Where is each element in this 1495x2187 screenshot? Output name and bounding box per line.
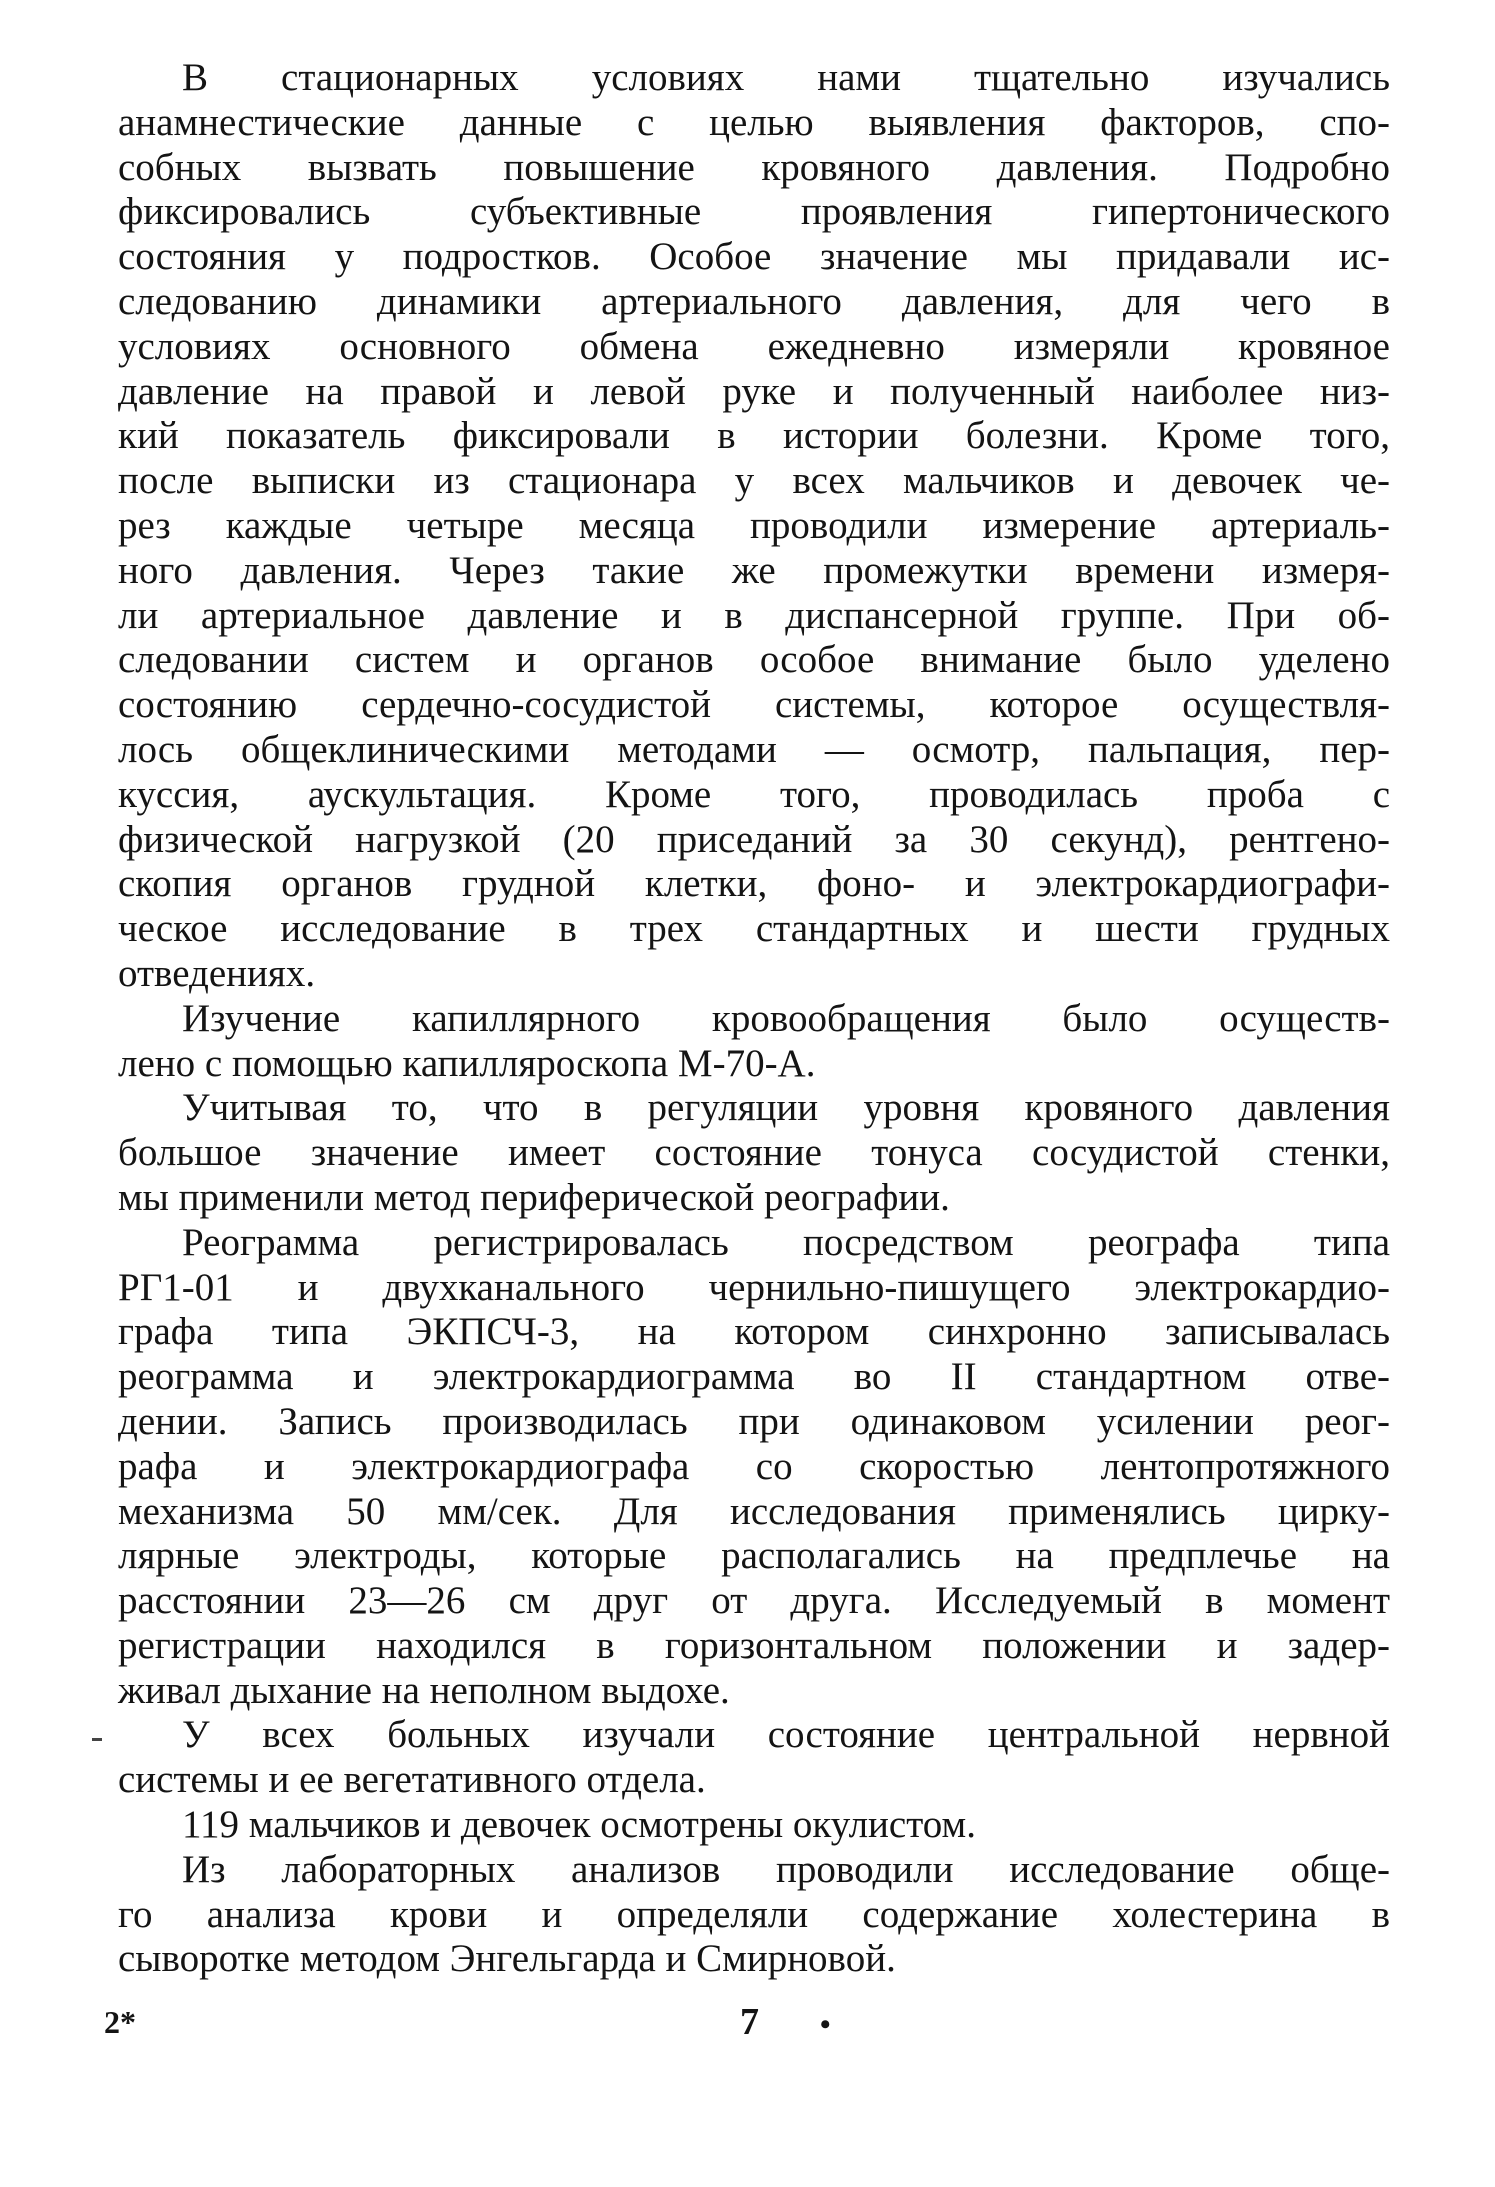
text-line: мы применили метод периферической реографии. [118, 1175, 950, 1219]
text-line: сыворотке методом Энгельгарда и Смирновой. [118, 1937, 896, 1981]
text-line: ного давления. Через такие же промежутки времени измеря- [118, 548, 1390, 592]
text-line: состоянию сердечно-сосудистой системы, которое осуществля- [118, 683, 1390, 727]
text-line: системы и ее вегетативного отдела. [118, 1758, 706, 1802]
paragraph [118, 1848, 1390, 1982]
text-line: лено с помощью капилляроскопа М-70-А. [118, 1041, 816, 1085]
text-line: регистрации находился в горизонтальном положении и задер- [118, 1623, 1390, 1667]
print-speck [92, 1738, 102, 1741]
text-line: собных вызвать повышение кровяного давления. Подробно [118, 145, 1390, 189]
paragraph [118, 1803, 1390, 1848]
text-line: ли артериальное давление и в диспансерной группе. При об- [118, 593, 1390, 637]
paragraph [118, 56, 1390, 997]
text-line: анамнестические данные с целью выявления факторов, спо- [118, 100, 1390, 144]
text-line: лярные электроды, которые располагались на предплечье на [118, 1534, 1390, 1578]
text-line: Учитывая то, что в регуляции уровня кровяного давления [182, 1086, 1390, 1130]
text-line: следованию динамики артериального давления, для чего в [118, 279, 1390, 323]
text-line: состояния у подростков. Особое значение мы придавали ис- [118, 235, 1390, 279]
text-line: дении. Запись производилась при одинаковом усилении реог- [118, 1399, 1390, 1443]
text-line: ческое исследование в трех стандартных и шести грудных [118, 907, 1390, 951]
text-line: У всех больных изучали состояние центральной нервной [182, 1713, 1390, 1757]
text-line: го анализа крови и определяли содержание холестерина в [118, 1892, 1390, 1936]
signature-mark: 2* [104, 2004, 136, 2040]
text-line: физической нагрузкой (20 приседаний за 30 секунд), рентгено- [118, 817, 1390, 861]
text-line: кий показатель фиксировали в истории болезни. Кроме того, [118, 414, 1390, 458]
text-line: куссия, аускультация. Кроме того, проводилась проба с [118, 772, 1390, 816]
text-line: механизма 50 мм/сек. Для исследования применялись цирку- [118, 1489, 1390, 1533]
text-line: рез каждые четыре месяца проводили измерение артериаль- [118, 503, 1390, 547]
text-line: большое значение имеет состояние тонуса сосудистой стенки, [118, 1131, 1390, 1175]
text-line: условиях основного обмена ежедневно измеряли кровяное [118, 324, 1390, 368]
text-line: давление на правой и левой руке и полученный наиболее низ- [118, 369, 1390, 413]
text-line: скопия органов грудной клетки, фоно- и электрокардиографи- [118, 862, 1390, 906]
text-line: лось общеклиническими методами — осмотр, пальпация, пер- [118, 727, 1390, 771]
paragraph [118, 1221, 1390, 1714]
text-line: живал дыхание на неполном выдохе. [118, 1668, 730, 1712]
text-line: после выписки из стационара у всех мальчиков и девочек че- [118, 459, 1390, 503]
text-line: Изучение капиллярного кровообращения было осуществ- [182, 996, 1390, 1040]
text-line: расстоянии 23—26 см друг от друга. Исследуемый в момент [118, 1579, 1390, 1623]
paragraph [118, 1086, 1390, 1220]
text-line: графа типа ЭКПСЧ-3, на котором синхронно записывалась [118, 1310, 1390, 1354]
text-line: 119 мальчиков и девочек осмотрены окулистом. [182, 1803, 976, 1847]
body-text [118, 56, 1390, 1982]
text-line: Реограмма регистрировалась посредством реографа типа [182, 1220, 1390, 1264]
paragraph [118, 997, 1390, 1087]
text-line: отведениях. [118, 951, 316, 995]
text-line: реограмма и электрокардиограмма во II стандартном отве- [118, 1355, 1390, 1399]
text-line: В стационарных условиях нами тщательно изучались [182, 56, 1390, 99]
text-line: фиксировались субъективные проявления гипертонического [118, 190, 1390, 234]
text-line: РГ1-01 и двухканального чернильно-пишущего электрокардио- [118, 1265, 1390, 1309]
text-line: Из лабораторных анализов проводили исследование обще- [182, 1847, 1390, 1891]
footer-dot: • [820, 2008, 831, 2041]
paragraph [118, 1713, 1390, 1803]
text-line: рафа и электрокардиографа со скоростью лентопротяжного [118, 1444, 1390, 1488]
page-number: 7 [740, 2001, 759, 2043]
text-line: следовании систем и органов особое внимание было уделено [118, 638, 1390, 682]
